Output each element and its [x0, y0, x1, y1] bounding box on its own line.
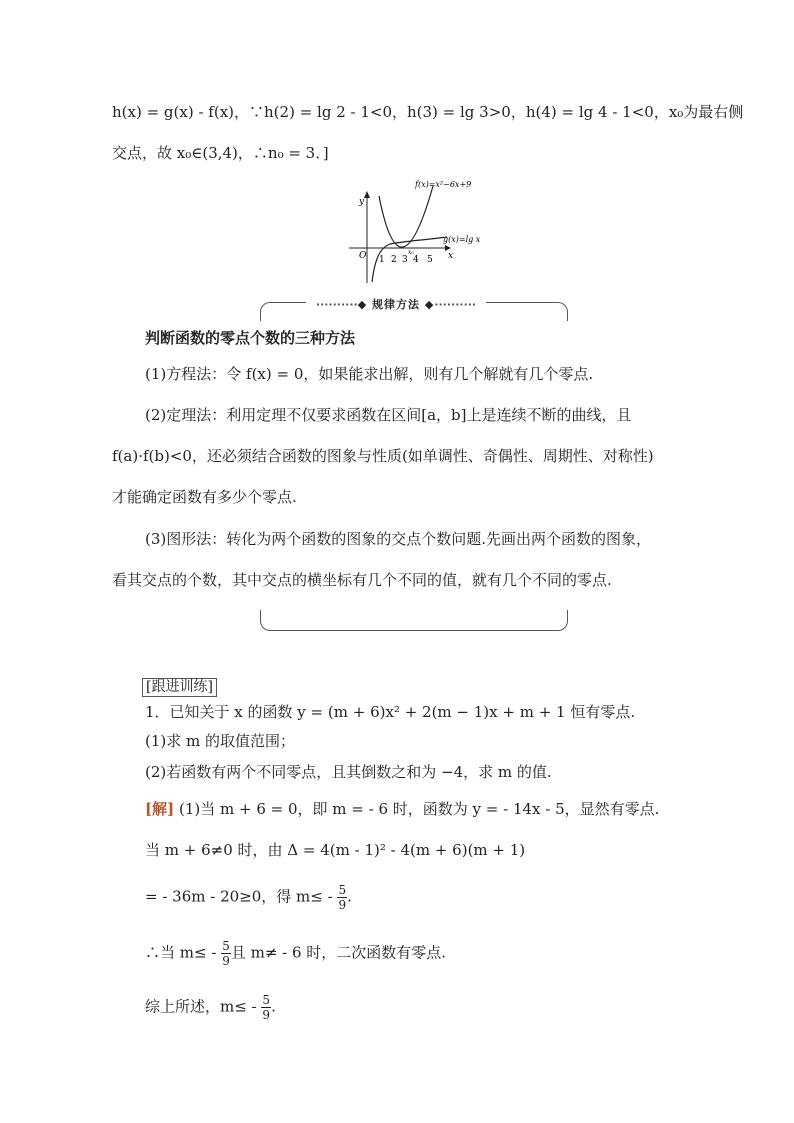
- top-line-1: h(x) = g(x) - f(x)，∵h(2) = lg 2 - 1<0，h(3) = lg 3>0，h(4) = lg 4 - 1<0，x₀为最右侧: [112, 103, 744, 121]
- tick-5: 5: [427, 255, 433, 265]
- method-p2b: f(a)·f(b)<0，还必须结合函数的图象与性质(如单调性、奇偶性、周期性、对称性): [112, 447, 654, 465]
- question-1a: (1)求 m 的取值范围；: [145, 732, 296, 750]
- practice-tag-row: [142, 676, 217, 697]
- practice-tag: [跟进训练]: [142, 678, 217, 697]
- solution-line-1: [145, 799, 659, 819]
- method-p3a: (3)图形法：转化为两个函数的图象的交点个数问题.先画出两个函数的图象，: [145, 530, 652, 548]
- g-label: g(x)=lg x: [443, 235, 481, 244]
- period: .: [271, 997, 276, 1016]
- fraction-5-9: [337, 883, 347, 912]
- solution-line-4: [145, 939, 446, 968]
- fraction-5-9: [261, 993, 271, 1022]
- method-title: 判断函数的零点个数的三种方法: [145, 329, 356, 347]
- method-p3b: 看其交点的个数，其中交点的横坐标有几个不同的值，就有几个不同的零点.: [112, 571, 612, 589]
- solution-step-3: = - 36m - 20≥0，得 m≤ -: [145, 887, 333, 906]
- solution-step-1: (1)当 m + 6 = 0，即 m = - 6 时，函数为 y = - 14x - 5，显然有零点.: [178, 800, 660, 818]
- x-label: x: [448, 251, 454, 261]
- period: .: [347, 887, 352, 906]
- tick-3: 3: [402, 255, 408, 265]
- top-line-2: 交点，故 x₀∈(3,4)，∴n₀ = 3．]: [112, 144, 329, 162]
- solution-step-5: 综上所述，m≤ -: [145, 997, 257, 1016]
- method-banner: ··········◆ 规律方法 ◆··········: [306, 296, 486, 312]
- solution-step-4-post: 且 m≠ - 6 时，二次函数有零点.: [230, 943, 447, 962]
- solution-step-2: 当 m + 6≠0 时，由 Δ = 4(m - 1)² - 4(m + 6)(m + 1): [145, 841, 526, 859]
- solution-tag: [解]: [145, 800, 175, 818]
- function-graph: [345, 178, 485, 288]
- tick-2: 2: [391, 255, 397, 265]
- y-axis-arrow: [364, 191, 370, 198]
- method-banner-label: 规律方法: [372, 298, 420, 311]
- solution-line-5: [145, 993, 276, 1022]
- fraction-5-9: [221, 939, 231, 968]
- fraction-denominator: 9: [338, 898, 347, 912]
- parabola-curve: [379, 186, 433, 247]
- tick-4: 4: [413, 255, 419, 265]
- method-p1: (1)方程法：令 f(x) = 0，如果能求出解，则有几个解就有几个零点.: [145, 365, 594, 383]
- fraction-denominator: 9: [262, 1008, 271, 1022]
- method-p2a: (2)定理法：利用定理不仅要求函数在区间[a，b]上是连续不断的曲线，且: [145, 406, 632, 424]
- question-1b: (2)若函数有两个不同零点，且其倒数之和为 −4，求 m 的值.: [145, 763, 552, 781]
- question-1: 1．已知关于 x 的函数 y = (m + 6)x² + 2(m − 1)x + m + 1 恒有零点.: [145, 703, 636, 721]
- solution-line-3: [145, 883, 352, 912]
- tick-1: 1: [379, 255, 385, 265]
- origin-label: O: [359, 251, 367, 261]
- x0-label: x₀: [408, 249, 414, 256]
- fraction-numerator: 5: [262, 993, 271, 1007]
- y-label: y: [359, 197, 365, 207]
- method-p2c: 才能确定函数有多少个零点.: [112, 488, 297, 506]
- fraction-numerator: 5: [338, 883, 347, 897]
- method-box-bottom: [260, 610, 568, 631]
- fraction-numerator: 5: [222, 939, 230, 953]
- f-label: f(x)=x²−6x+9: [415, 180, 472, 189]
- solution-step-4-pre: ∴当 m≤ -: [145, 943, 217, 962]
- fraction-denominator: 9: [222, 954, 230, 968]
